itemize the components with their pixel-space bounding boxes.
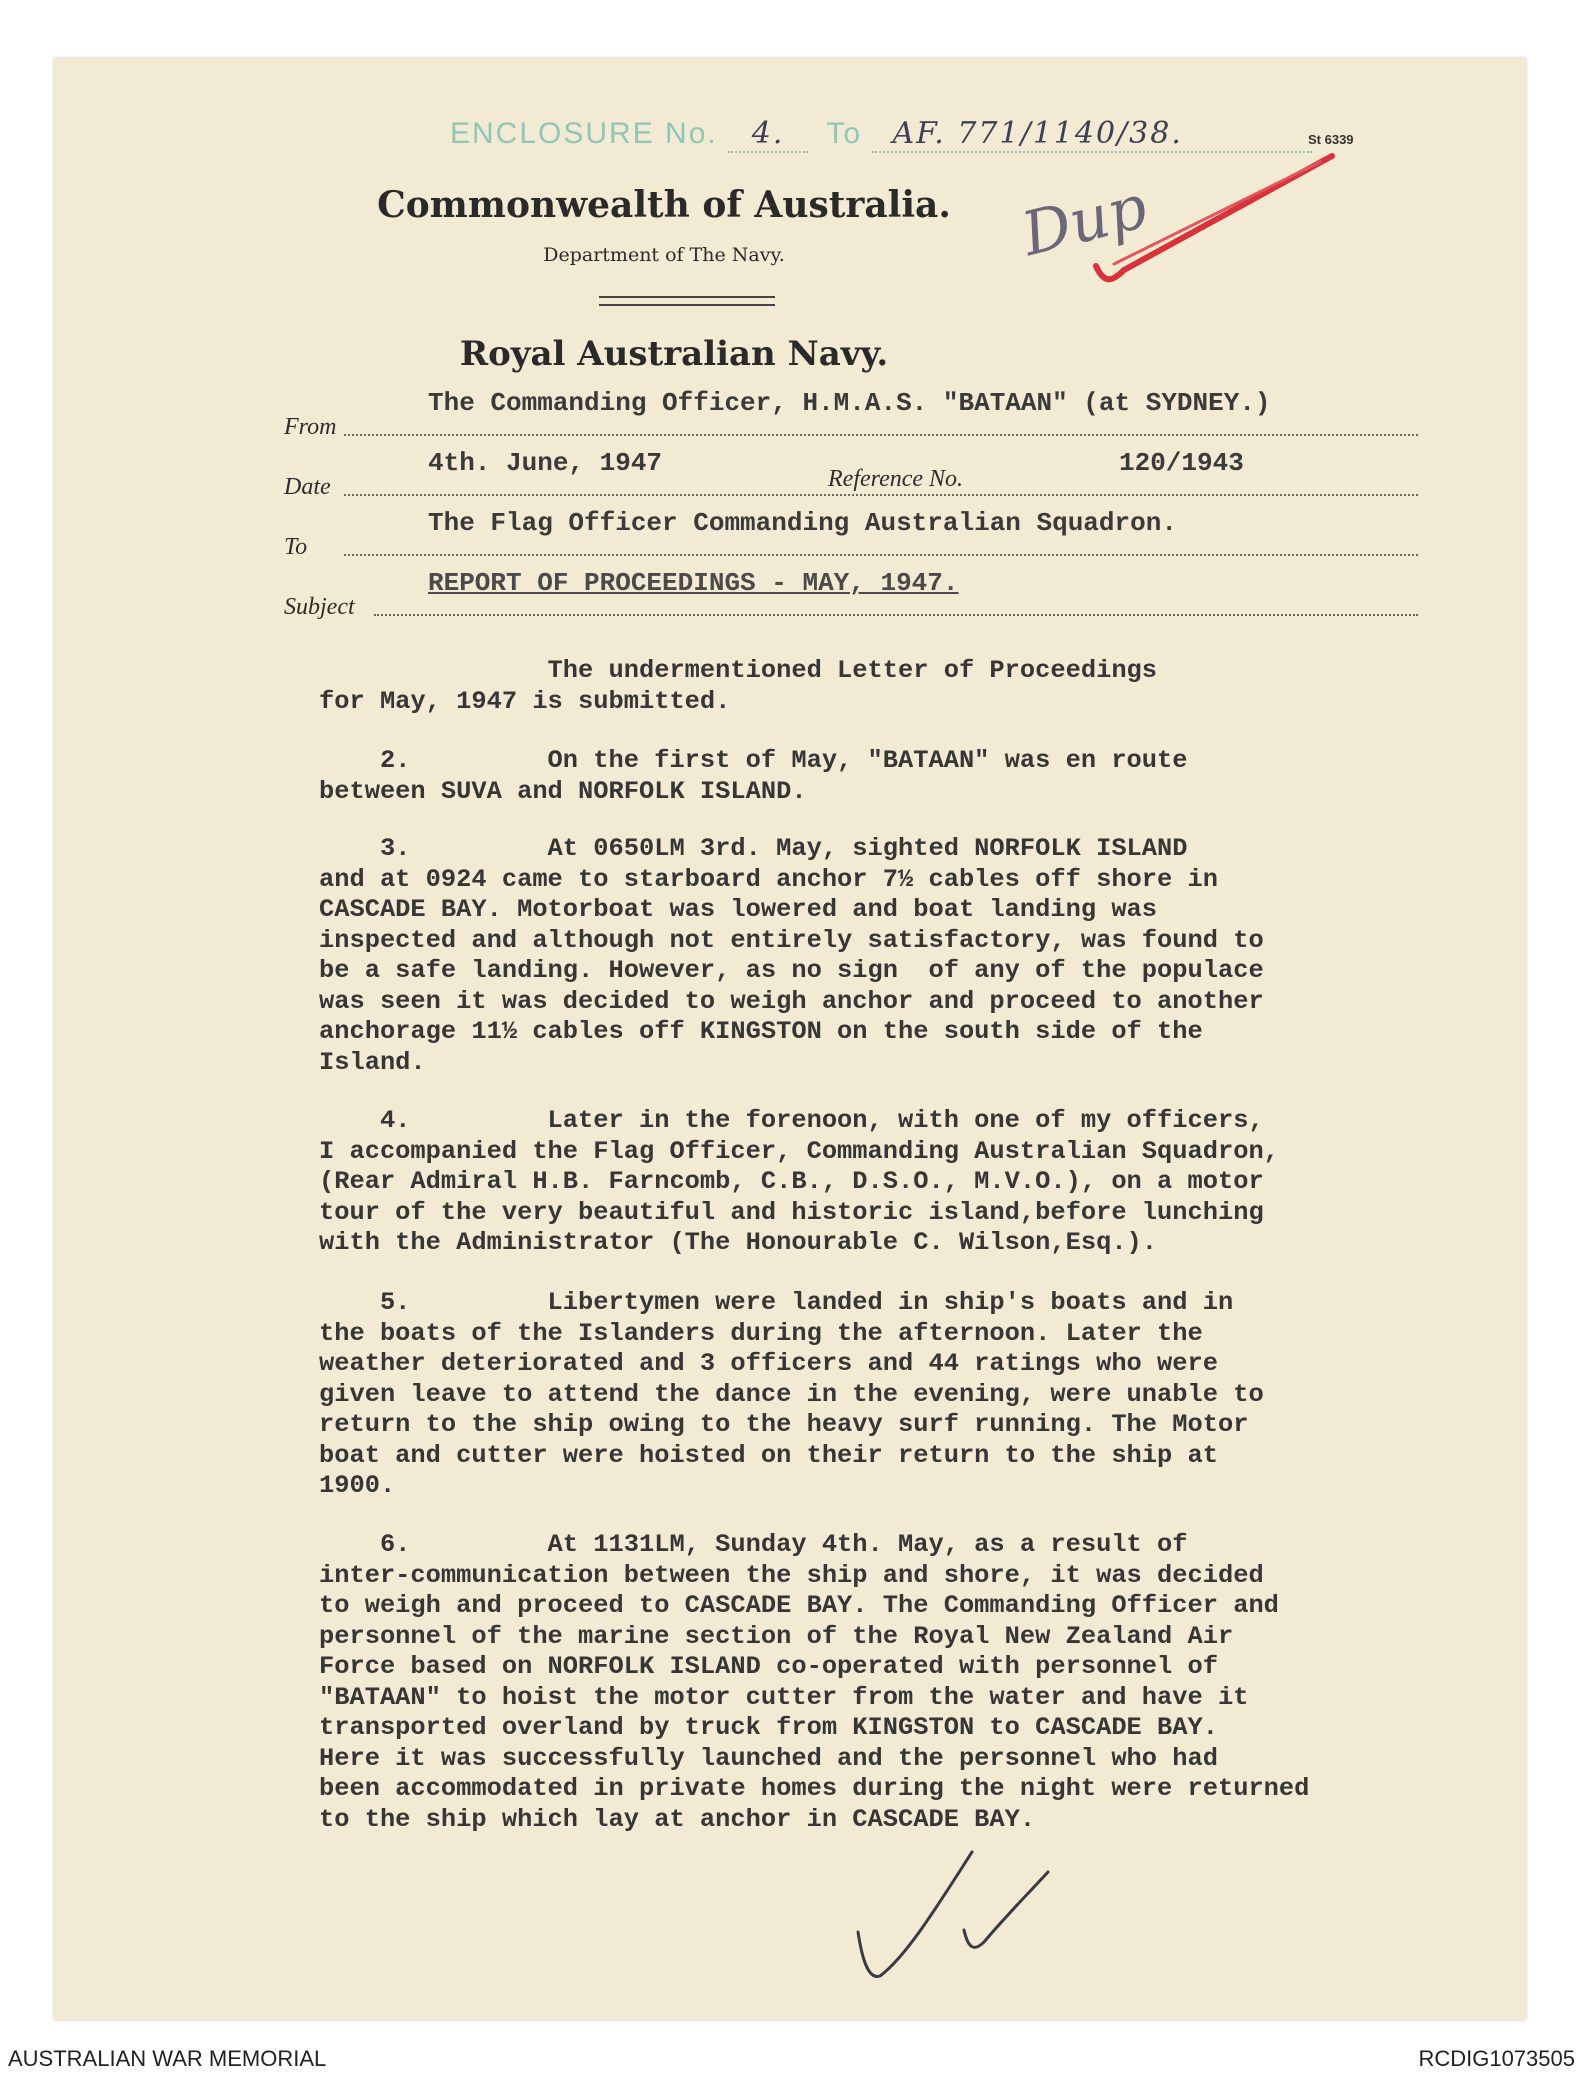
to-dotted-line <box>344 554 1418 556</box>
subject-label: Subject <box>284 594 355 620</box>
enclosure-to-label: To <box>826 117 863 150</box>
enclosure-label: ENCLOSURE No. <box>450 117 718 150</box>
letterhead-department: Department of The Navy. <box>543 244 785 266</box>
paragraph-6: 6. At 1131LM, Sunday 4th. May, as a result of inter-communication between the ship and shore, it was decided to weigh and proceed to CASCADE BAY. The Commanding Officer and personnel of the marine section of the Royal New Zealand Air Force based on NORFOLK ISLAND co-operated with personnel of "BATAAN" to hoist the motor cutter from the water and have it transported overland by truck from KINGSTON to CASCADE BAY. Here it was successfully launched and the personnel who had been accommodated in private homes during the night were returned to the ship which lay at anchor in CASCADE BAY. <box>319 1530 1310 1834</box>
enclosure-number: 4. <box>728 116 808 153</box>
date-value: 4th. June, 1947 <box>428 448 663 478</box>
paragraph-2: 2. On the first of May, "BATAAN" was en route between SUVA and NORFOLK ISLAND. <box>319 746 1188 806</box>
form-number: St 6339 <box>1308 132 1354 147</box>
letterhead-title: Commonwealth of Australia. <box>377 184 951 226</box>
footer-archive-name: AUSTRALIAN WAR MEMORIAL <box>8 2046 327 2071</box>
paragraph-5: 5. Libertymen were landed in ship's boats and in the boats of the Islanders during the afternoon. Later the weather deteriorated and 3 officers and 44 ratings who were given leave to attend the dance in the evening, were unable to return to the ship owing to the heavy surf running. The Motor boat and cutter were hoisted on their return to the ship at 1900. <box>319 1288 1264 1500</box>
red-pencil-mark <box>1084 146 1344 296</box>
subject-value: REPORT OF PROCEEDINGS - MAY, 1947. <box>428 568 959 598</box>
to-value: The Flag Officer Commanding Australian Squadron. <box>428 508 1177 538</box>
double-rule <box>599 296 775 306</box>
date-label: Date <box>284 474 331 500</box>
to-label: To <box>284 534 308 560</box>
paragraph-3: 3. At 0650LM 3rd. May, sighted NORFOLK ISLAND and at 0924 came to starboard anchor 7½ cables off shore in CASCADE BAY. Motorboat was lowered and boat landing was inspected and although not entirely satisfactory, was found to be a safe landing. However, as no sign of any of the populace was seen it was decided to weigh anchor and proceed to another anchorage 11½ cables off KINGSTON on the south side of the Island. <box>319 834 1264 1077</box>
from-label: From <box>284 414 337 440</box>
paragraph-4: 4. Later in the forenoon, with one of my officers, I accompanied the Flag Officer, Commanding Australian Squadron, (Rear Admiral H.B. Farncomb, C.B., D.S.O., M.V.O.), on a motor tour of the very beautiful and historic island,before lunching with the Administrator (The Honourable C. Wilson,Esq.). <box>319 1106 1279 1257</box>
reference-value: 120/1943 <box>1119 448 1244 478</box>
reference-label: Reference No. <box>824 466 967 493</box>
handwritten-ticks <box>844 1838 1064 1998</box>
letterhead-service: Royal Australian Navy. <box>459 334 889 374</box>
document-page <box>54 58 1526 2020</box>
footer-record-id: RCDIG1073505 <box>1418 2046 1575 2071</box>
file-reference: AF. 771/1140/38. <box>872 116 1312 153</box>
handwritten-initials: Dup <box>1015 171 1154 271</box>
paragraph-1: The undermentioned Letter of Proceedings for May, 1947 is submitted. <box>319 656 1158 716</box>
from-value: The Commanding Officer, H.M.A.S. "BATAAN" (at SYDNEY.) <box>428 388 1271 418</box>
date-dotted-line <box>344 494 1418 496</box>
subject-dotted-line <box>374 614 1418 616</box>
from-dotted-line <box>344 434 1418 436</box>
